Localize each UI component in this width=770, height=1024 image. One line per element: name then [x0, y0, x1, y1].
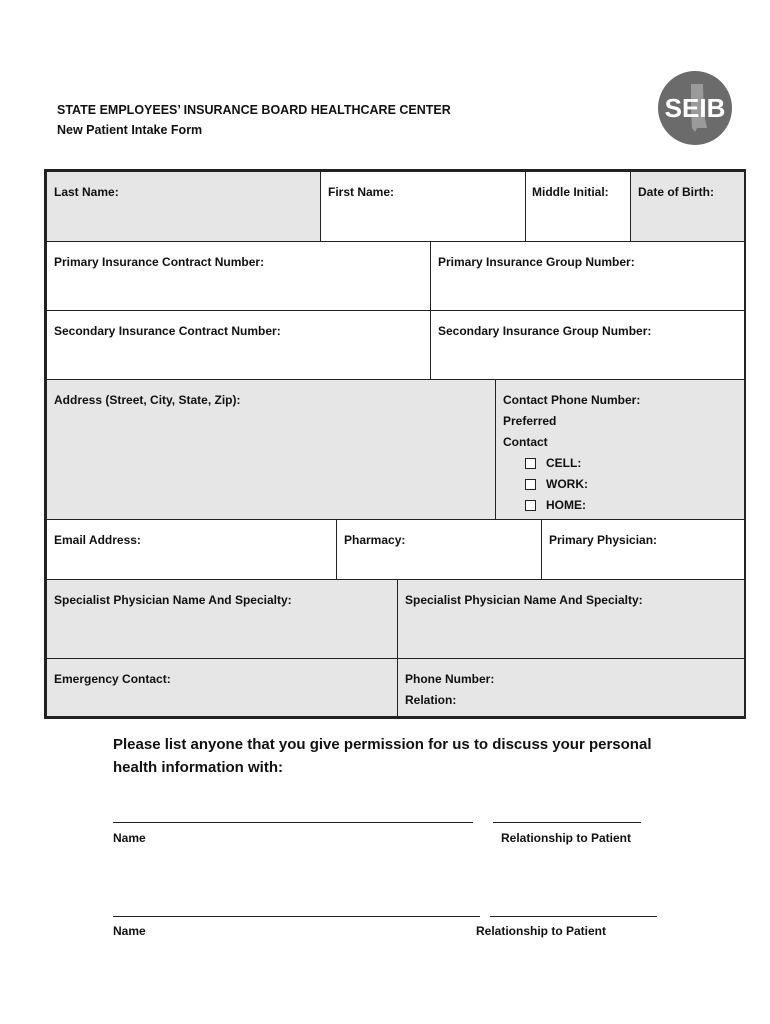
primary-group-field[interactable]	[430, 241, 745, 311]
middle-initial-label: Middle Initial:	[532, 185, 609, 199]
middle-initial-field[interactable]	[525, 171, 631, 242]
primary-contract-field[interactable]	[46, 241, 431, 311]
home-checkbox-row[interactable]	[525, 495, 737, 516]
work-checkbox-row[interactable]	[525, 474, 737, 495]
seib-logo	[657, 70, 733, 146]
emergency-contact-label: Emergency Contact:	[54, 672, 171, 686]
logo-text: SEIB	[664, 93, 726, 123]
primary-group-label: Primary Insurance Group Number:	[438, 255, 635, 269]
contact-label: Contact	[503, 435, 548, 449]
contact-phone-label: Contact Phone Number:	[503, 393, 641, 407]
last-name-field[interactable]	[46, 171, 321, 242]
secondary-contract-label: Secondary Insurance Contract Number:	[54, 324, 281, 338]
header-subtitle: New Patient Intake Form	[57, 123, 203, 137]
emergency-phone-field[interactable]	[397, 658, 745, 717]
date-of-birth-field[interactable]	[630, 171, 745, 242]
phone-number-label: Phone Number:	[405, 672, 495, 686]
primary-contract-label: Primary Insurance Contract Number:	[54, 255, 265, 269]
header-title: STATE EMPLOYEES’ INSURANCE BOARD HEALTHCARE CENTER	[57, 103, 451, 117]
specialist-2-label: Specialist Physician Name And Specialty:	[405, 593, 643, 607]
name-line-2[interactable]	[113, 916, 480, 917]
relation-label: Relation:	[405, 693, 457, 707]
first-name-field[interactable]	[320, 171, 526, 242]
name-label-1: Name	[113, 831, 146, 845]
name-line-1[interactable]	[113, 822, 473, 823]
permission-statement: Please list anyone that you give permission for us to discuss your personal health information with:	[113, 736, 652, 776]
specialist-2-field[interactable]	[397, 579, 745, 659]
relationship-line-1[interactable]	[493, 822, 641, 823]
address-label: Address (Street, City, State, Zip):	[54, 393, 241, 407]
first-name-label: First Name:	[328, 185, 395, 199]
name-label-2: Name	[113, 924, 146, 938]
relationship-label-2: Relationship to Patient	[476, 924, 607, 938]
preferred-label: Preferred	[503, 414, 557, 428]
email-label: Email Address:	[54, 533, 141, 547]
relationship-line-2[interactable]	[490, 916, 657, 917]
secondary-group-field[interactable]	[430, 310, 745, 380]
email-field[interactable]	[46, 519, 337, 580]
work-checkbox[interactable]	[525, 479, 536, 490]
cell-checkbox-row[interactable]	[525, 453, 737, 474]
secondary-contract-field[interactable]	[46, 310, 431, 380]
secondary-group-label: Secondary Insurance Group Number:	[438, 324, 652, 338]
contact-phone-field[interactable]	[495, 379, 745, 520]
home-checkbox[interactable]	[525, 500, 536, 511]
pharmacy-label: Pharmacy:	[344, 533, 406, 547]
specialist-1-field[interactable]	[46, 579, 398, 659]
primary-physician-field[interactable]	[541, 519, 745, 580]
relationship-label-1: Relationship to Patient	[501, 831, 632, 845]
form-header	[57, 100, 451, 140]
work-label: WORK:	[546, 477, 588, 491]
emergency-contact-field[interactable]	[46, 658, 398, 717]
last-name-label: Last Name:	[54, 185, 119, 199]
cell-checkbox[interactable]	[525, 458, 536, 469]
address-field[interactable]	[46, 379, 496, 520]
pharmacy-field[interactable]	[336, 519, 542, 580]
specialist-1-label: Specialist Physician Name And Specialty:	[54, 593, 292, 607]
home-label: HOME:	[546, 498, 586, 512]
primary-physician-label: Primary Physician:	[549, 533, 658, 547]
intake-form-grid	[44, 169, 746, 719]
cell-label: CELL:	[546, 456, 582, 470]
date-of-birth-label: Date of Birth:	[638, 185, 714, 199]
